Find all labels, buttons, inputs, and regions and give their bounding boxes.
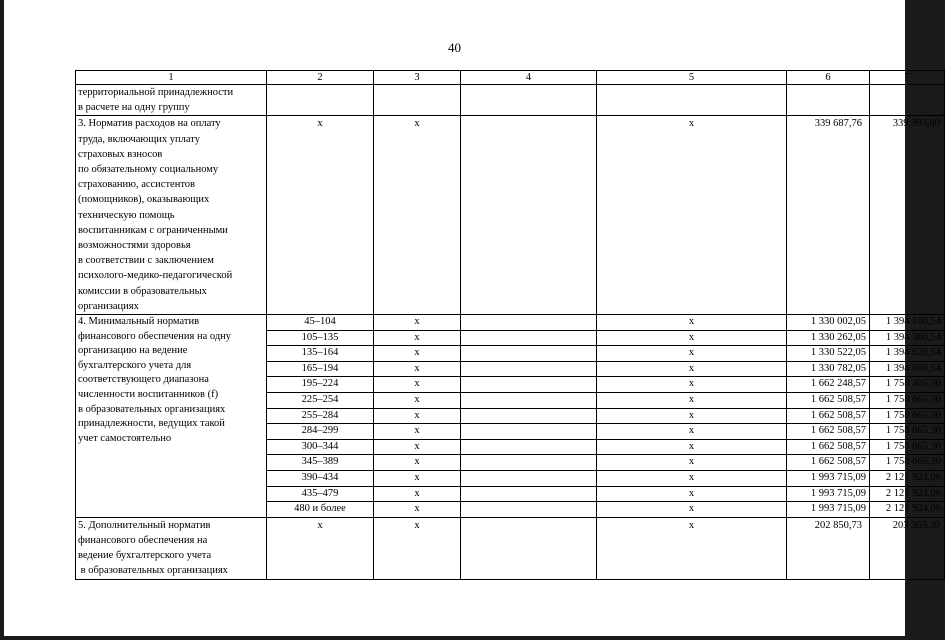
range-col4 <box>461 470 597 486</box>
document-page <box>4 0 941 636</box>
range-cell: 195–224 <box>267 377 374 393</box>
row5-col2: x <box>267 517 374 579</box>
range-col5: x <box>597 455 787 471</box>
range-col4 <box>461 315 597 331</box>
range-col7: 2 121 924,06 <box>870 486 945 502</box>
range-col7: 1 394 366,54 <box>870 330 945 346</box>
desc-line: ведение бухгалтерского учета <box>78 550 212 562</box>
range-cell: 435–479 <box>267 486 374 502</box>
desc-line: возможностями здоровья <box>78 240 191 252</box>
range-col7: 1 758 665,30 <box>870 439 945 455</box>
col-header-7: 7 <box>870 71 945 85</box>
table-row-3 <box>76 116 945 315</box>
range-col3: x <box>374 455 461 471</box>
desc-line: воспитанникам с ограниченными <box>78 224 228 236</box>
range-col4 <box>461 424 597 440</box>
page-number: 40 <box>448 40 461 55</box>
cell-empty <box>787 85 870 116</box>
range-cell: 255–284 <box>267 408 374 424</box>
range-col4 <box>461 330 597 346</box>
range-col5: x <box>597 502 787 518</box>
table-row-4-range <box>76 315 945 331</box>
row-cont-description <box>76 85 267 116</box>
cell-empty <box>597 85 787 116</box>
range-col3: x <box>374 424 461 440</box>
desc-line: бухгалтерского учета для <box>78 359 192 371</box>
range-col5: x <box>597 315 787 331</box>
range-col7: 1 394 626,54 <box>870 346 945 362</box>
row3-col3: x <box>374 116 461 315</box>
desc-line: в соответствии с заключением <box>78 255 214 267</box>
range-col5: x <box>597 393 787 409</box>
header-row <box>76 71 945 85</box>
range-col3: x <box>374 330 461 346</box>
col-header-3: 3 <box>374 71 461 85</box>
range-col4 <box>461 377 597 393</box>
range-col3: x <box>374 361 461 377</box>
desc-line: страхованию, ассистентов <box>78 179 195 191</box>
row5-description <box>76 517 267 579</box>
range-col3: x <box>374 346 461 362</box>
range-cell: 284–299 <box>267 424 374 440</box>
desc-line: 4. Минимальный норматив <box>78 316 200 328</box>
range-cell: 345–389 <box>267 455 374 471</box>
desc-line: численности воспитанников (f) <box>78 389 219 401</box>
desc-line: финансового обеспечения на <box>78 534 208 546</box>
range-col6: 1 662 508,57 <box>787 439 870 455</box>
range-col7: 1 758 665,30 <box>870 424 945 440</box>
cell-empty <box>461 85 597 116</box>
desc-line: в образовательных организациях <box>78 565 228 577</box>
col-header-2: 2 <box>267 71 374 85</box>
range-col4 <box>461 361 597 377</box>
range-cell: 105–135 <box>267 330 374 346</box>
range-col6: 1 993 715,09 <box>787 470 870 486</box>
range-col5: x <box>597 470 787 486</box>
desc-line: 3. Норматив расходов на оплату <box>78 118 221 130</box>
range-col6: 1 993 715,09 <box>787 486 870 502</box>
row5-col7: 203 363,30 <box>870 517 945 579</box>
range-col6: 1 993 715,09 <box>787 502 870 518</box>
desc-line: учет самостоятельно <box>78 432 172 444</box>
range-col7: 1 758 665,30 <box>870 393 945 409</box>
row5-col3: x <box>374 517 461 579</box>
table-row-5 <box>76 517 945 579</box>
range-col4 <box>461 502 597 518</box>
desc-line: труда, включающих уплату <box>78 133 200 145</box>
range-col7: 1 394 106,54 <box>870 315 945 331</box>
row3-description <box>76 116 267 315</box>
range-col6: 1 662 508,57 <box>787 424 870 440</box>
col-header-1: 1 <box>76 71 267 85</box>
row3-col2: x <box>267 116 374 315</box>
range-col5: x <box>597 424 787 440</box>
range-cell: 480 и более <box>267 502 374 518</box>
range-col5: x <box>597 377 787 393</box>
range-col5: x <box>597 486 787 502</box>
range-col6: 1 330 002,05 <box>787 315 870 331</box>
range-col3: x <box>374 486 461 502</box>
cell-empty <box>267 85 374 116</box>
desc-line: (помощников), оказывающих <box>78 194 210 206</box>
range-col3: x <box>374 502 461 518</box>
row3-col7: 339 993,80 <box>870 116 945 315</box>
range-col3: x <box>374 377 461 393</box>
desc-line: в образовательных организациях <box>78 403 226 415</box>
range-col4 <box>461 393 597 409</box>
col-header-6: 6 <box>787 71 870 85</box>
desc-line: в расчете на одну группу <box>78 102 190 114</box>
desc-line: организацию на ведение <box>78 345 188 357</box>
desc-line: 5. Дополнительный норматив <box>78 519 211 531</box>
range-col4 <box>461 455 597 471</box>
desc-line: финансового обеспечения на одну <box>78 330 232 342</box>
desc-line: соответствующего диапазона <box>78 374 209 386</box>
range-col7: 1 758 405,30 <box>870 377 945 393</box>
desc-line: территориальной принадлежности <box>78 87 234 98</box>
row4-description <box>76 315 267 518</box>
range-col6: 1 330 262,05 <box>787 330 870 346</box>
desc-line: комиссии в образовательных <box>78 285 207 297</box>
range-col3: x <box>374 393 461 409</box>
cell-empty <box>870 85 945 116</box>
range-col6: 1 662 248,57 <box>787 377 870 393</box>
range-cell: 135–164 <box>267 346 374 362</box>
range-col5: x <box>597 408 787 424</box>
range-col6: 1 662 508,57 <box>787 408 870 424</box>
range-col4 <box>461 346 597 362</box>
row5-col4 <box>461 517 597 579</box>
range-col3: x <box>374 315 461 331</box>
range-col4 <box>461 439 597 455</box>
row3-col4 <box>461 116 597 315</box>
range-cell: 165–194 <box>267 361 374 377</box>
range-col7: 2 121 924,06 <box>870 470 945 486</box>
range-col3: x <box>374 408 461 424</box>
row3-col5: x <box>597 116 787 315</box>
row5-col5: x <box>597 517 787 579</box>
desc-line: техническую помощь <box>78 209 175 221</box>
range-col4 <box>461 486 597 502</box>
range-cell: 300–344 <box>267 439 374 455</box>
range-col7: 1 394 886,54 <box>870 361 945 377</box>
range-col7: 1 758 665,30 <box>870 455 945 471</box>
desc-line: по обязательному социальному <box>78 164 219 176</box>
range-col5: x <box>597 330 787 346</box>
range-col6: 1 330 522,05 <box>787 346 870 362</box>
desc-line: страховых взносов <box>78 148 163 160</box>
desc-line: психолого-медико-педагогической <box>78 270 233 282</box>
row5-col6: 202 850,73 <box>787 517 870 579</box>
range-col6: 1 662 508,57 <box>787 455 870 471</box>
norms-table <box>75 70 945 580</box>
range-cell: 45–104 <box>267 315 374 331</box>
col-header-4: 4 <box>461 71 597 85</box>
row3-col6: 339 687,76 <box>787 116 870 315</box>
range-col5: x <box>597 439 787 455</box>
range-col7: 1 758 665,30 <box>870 408 945 424</box>
range-cell: 390–434 <box>267 470 374 486</box>
range-col5: x <box>597 361 787 377</box>
range-col5: x <box>597 346 787 362</box>
range-col3: x <box>374 439 461 455</box>
range-col4 <box>461 408 597 424</box>
range-col3: x <box>374 470 461 486</box>
range-col7: 2 121 924,06 <box>870 502 945 518</box>
range-col6: 1 330 782,05 <box>787 361 870 377</box>
col-header-5: 5 <box>597 71 787 85</box>
range-col6: 1 662 508,57 <box>787 393 870 409</box>
table-row-continuation <box>76 85 945 116</box>
desc-line: организациях <box>78 300 139 312</box>
cell-empty <box>374 85 461 116</box>
desc-line: принадлежности, ведущих такой <box>78 418 225 430</box>
range-cell: 225–254 <box>267 393 374 409</box>
